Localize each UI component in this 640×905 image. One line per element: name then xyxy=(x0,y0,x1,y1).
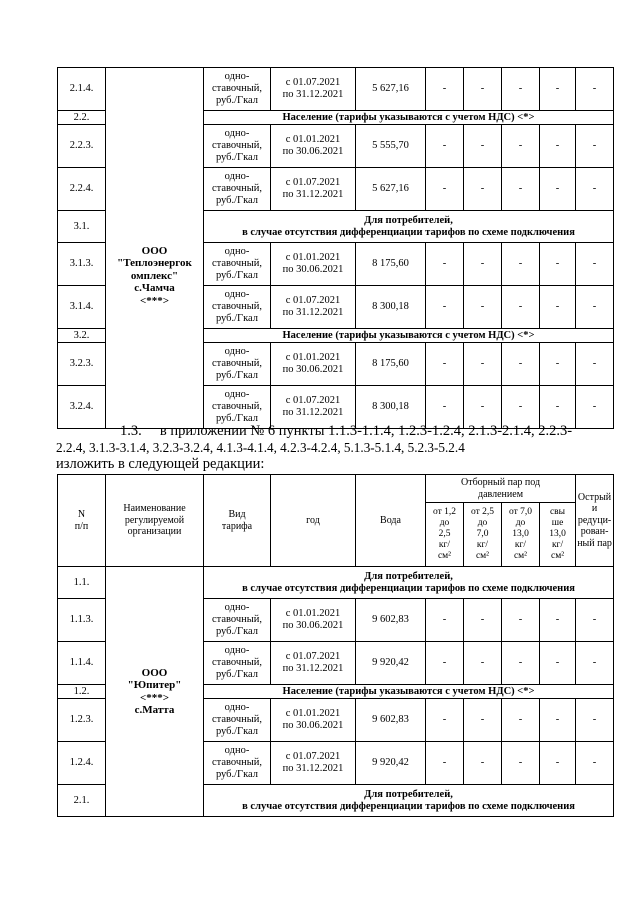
steam-value-1: - xyxy=(426,68,464,111)
period: с 01.07.2021 по 31.12.2021 xyxy=(271,386,356,429)
steam-value-4: - xyxy=(540,125,576,168)
sharp-steam-value: - xyxy=(576,642,614,685)
row-number: 3.2.3. xyxy=(58,343,106,386)
steam-value-2: - xyxy=(464,243,502,286)
steam-value-4: - xyxy=(540,243,576,286)
section-heading: Для потребителей, в случае отсутствия дифференциации тарифов по схеме подключения xyxy=(204,567,614,599)
sharp-steam-value: - xyxy=(576,243,614,286)
sharp-steam-value: - xyxy=(576,742,614,785)
steam-value-2: - xyxy=(464,699,502,742)
row-number: 1.1.4. xyxy=(58,642,106,685)
header-steam: Отборный пар под давлением xyxy=(426,475,576,503)
steam-value-2: - xyxy=(464,343,502,386)
steam-value-2: - xyxy=(464,642,502,685)
water-value: 5 627,16 xyxy=(356,68,426,111)
org-name: ООО "Юпитер" <***> с.Матта xyxy=(127,666,182,716)
steam-value-3: - xyxy=(502,243,540,286)
steam-value-1: - xyxy=(426,343,464,386)
water-value: 8 175,60 xyxy=(356,343,426,386)
org-cell xyxy=(106,567,204,817)
sharp-steam-value: - xyxy=(576,68,614,111)
water-value: 8 300,18 xyxy=(356,286,426,329)
steam-value-3: - xyxy=(502,642,540,685)
steam-value-1: - xyxy=(426,742,464,785)
header-pressure-4: свы ше 13,0 кг/ см² xyxy=(540,503,576,567)
header-num: N п/п xyxy=(58,475,106,567)
row-number: 2.2.3. xyxy=(58,125,106,168)
period: с 01.07.2021 по 31.12.2021 xyxy=(271,286,356,329)
row-number: 2.2.4. xyxy=(58,168,106,211)
steam-value-1: - xyxy=(426,699,464,742)
water-value: 9 920,42 xyxy=(356,742,426,785)
period: с 01.01.2021 по 30.06.2021 xyxy=(271,125,356,168)
row-number: 1.1.3. xyxy=(58,599,106,642)
row-number: 1.2.4. xyxy=(58,742,106,785)
steam-value-4: - xyxy=(540,168,576,211)
tariff-type: одно- ставочный, руб./Гкал xyxy=(204,168,271,211)
row-number: 3.2. xyxy=(58,329,106,343)
steam-value-3: - xyxy=(502,343,540,386)
tariff-type: одно- ставочный, руб./Гкал xyxy=(204,599,271,642)
section-heading: Для потребителей, в случае отсутствия дифференциации тарифов по схеме подключения xyxy=(204,211,614,243)
steam-value-4: - xyxy=(540,642,576,685)
header-pressure-3: от 7,0 до 13,0 кг/ см² xyxy=(502,503,540,567)
water-value: 9 602,83 xyxy=(356,699,426,742)
sharp-steam-value: - xyxy=(576,699,614,742)
steam-value-4: - xyxy=(540,68,576,111)
water-value: 5 627,16 xyxy=(356,168,426,211)
header-water: Вода xyxy=(356,475,426,567)
steam-value-4: - xyxy=(540,699,576,742)
steam-value-3: - xyxy=(502,599,540,642)
paragraph-number: 1.3. xyxy=(120,423,142,439)
steam-value-2: - xyxy=(464,68,502,111)
steam-value-2: - xyxy=(464,168,502,211)
steam-value-1: - xyxy=(426,286,464,329)
sharp-steam-value: - xyxy=(576,343,614,386)
steam-value-1: - xyxy=(426,386,464,429)
period: с 01.07.2021 по 31.12.2021 xyxy=(271,68,356,111)
steam-value-2: - xyxy=(464,386,502,429)
steam-value-4: - xyxy=(540,343,576,386)
row-number: 2.1.4. xyxy=(58,68,106,111)
section-heading: Население (тарифы указываются с учетом НДС) <*> xyxy=(204,329,614,343)
section-heading: Население (тарифы указываются с учетом НДС) <*> xyxy=(204,685,614,699)
water-value: 9 602,83 xyxy=(356,599,426,642)
steam-value-1: - xyxy=(426,243,464,286)
amendment-paragraph xyxy=(56,423,612,473)
steam-value-1: - xyxy=(426,125,464,168)
period: с 01.01.2021 по 30.06.2021 xyxy=(271,699,356,742)
steam-value-3: - xyxy=(502,742,540,785)
row-number: 1.1. xyxy=(58,567,106,599)
header-sharp-steam: Острый и редуци- рован- ный пар xyxy=(576,475,614,567)
period: с 01.07.2021 по 31.12.2021 xyxy=(271,168,356,211)
paragraph-line: 2.2.4, 3.1.3-3.1.4, 3.2.3-3.2.4, 4.1.3-4.1.4, 4.2.3-4.2.4, 5.1.3-5.1.4, 5.2.3-5.2.4 xyxy=(56,439,465,455)
paragraph-line: изложить в следующей редакции: xyxy=(56,456,265,472)
water-value: 5 555,70 xyxy=(356,125,426,168)
water-value: 9 920,42 xyxy=(356,642,426,685)
paragraph-line: в приложении № 6 пункты 1.1.3-1.1.4, 1.2.3-1.2.4, 2.1.3-2.1.4, 2.2.3- xyxy=(159,423,573,439)
tariff-type: одно- ставочный, руб./Гкал xyxy=(204,642,271,685)
sharp-steam-value: - xyxy=(576,599,614,642)
tariff-table-continued xyxy=(57,67,614,429)
period: с 01.01.2021 по 30.06.2021 xyxy=(271,243,356,286)
row-number: 2.2. xyxy=(58,111,106,125)
steam-value-1: - xyxy=(426,599,464,642)
steam-value-1: - xyxy=(426,168,464,211)
tariff-type: одно- ставочный, руб./Гкал xyxy=(204,742,271,785)
header-tariff-type: Вид тарифа xyxy=(204,475,271,567)
table-row xyxy=(58,567,614,599)
row-number: 3.2.4. xyxy=(58,386,106,429)
row-number: 3.1.4. xyxy=(58,286,106,329)
period: с 01.01.2021 по 30.06.2021 xyxy=(271,343,356,386)
section-heading: Для потребителей, в случае отсутствия дифференциации тарифов по схеме подключения xyxy=(204,785,614,817)
header-org: Наименование регулируемой организации xyxy=(106,475,204,567)
section-heading: Население (тарифы указываются с учетом НДС) <*> xyxy=(204,111,614,125)
row-number: 2.1. xyxy=(58,785,106,817)
sharp-steam-value: - xyxy=(576,286,614,329)
tariff-type: одно- ставочный, руб./Гкал xyxy=(204,68,271,111)
tariff-type: одно- ставочный, руб./Гкал xyxy=(204,343,271,386)
water-value: 8 300,18 xyxy=(356,386,426,429)
period: с 01.07.2021 по 31.12.2021 xyxy=(271,642,356,685)
tariff-type: одно- ставочный, руб./Гкал xyxy=(204,699,271,742)
steam-value-4: - xyxy=(540,742,576,785)
row-number: 3.1.3. xyxy=(58,243,106,286)
steam-value-3: - xyxy=(502,125,540,168)
steam-value-4: - xyxy=(540,386,576,429)
steam-value-3: - xyxy=(502,168,540,211)
sharp-steam-value: - xyxy=(576,168,614,211)
steam-value-2: - xyxy=(464,742,502,785)
period: с 01.07.2021 по 31.12.2021 xyxy=(271,742,356,785)
steam-value-2: - xyxy=(464,599,502,642)
tariff-type: одно- ставочный, руб./Гкал xyxy=(204,386,271,429)
row-number: 1.2. xyxy=(58,685,106,699)
org-cell xyxy=(106,68,204,429)
row-number: 3.1. xyxy=(58,211,106,243)
header-pressure-2: от 2,5 до 7,0 кг/ см² xyxy=(464,503,502,567)
steam-value-3: - xyxy=(502,699,540,742)
row-number: 1.2.3. xyxy=(58,699,106,742)
table-row xyxy=(58,68,614,111)
steam-value-4: - xyxy=(540,599,576,642)
steam-value-3: - xyxy=(502,286,540,329)
steam-value-2: - xyxy=(464,125,502,168)
sharp-steam-value: - xyxy=(576,125,614,168)
steam-value-3: - xyxy=(502,68,540,111)
water-value: 8 175,60 xyxy=(356,243,426,286)
tariff-type: одно- ставочный, руб./Гкал xyxy=(204,125,271,168)
period: с 01.01.2021 по 30.06.2021 xyxy=(271,599,356,642)
tariff-type: одно- ставочный, руб./Гкал xyxy=(204,243,271,286)
tariff-type: одно- ставочный, руб./Гкал xyxy=(204,286,271,329)
steam-value-2: - xyxy=(464,286,502,329)
tariff-table-new xyxy=(57,474,614,817)
header-pressure-1: от 1,2 до 2,5 кг/ см² xyxy=(426,503,464,567)
steam-value-4: - xyxy=(540,286,576,329)
steam-value-1: - xyxy=(426,642,464,685)
header-year: год xyxy=(271,475,356,567)
steam-value-3: - xyxy=(502,386,540,429)
org-name: ООО "Теплоэнергок омплекс" с.Чамча <***> xyxy=(117,244,192,307)
sharp-steam-value: - xyxy=(576,386,614,429)
